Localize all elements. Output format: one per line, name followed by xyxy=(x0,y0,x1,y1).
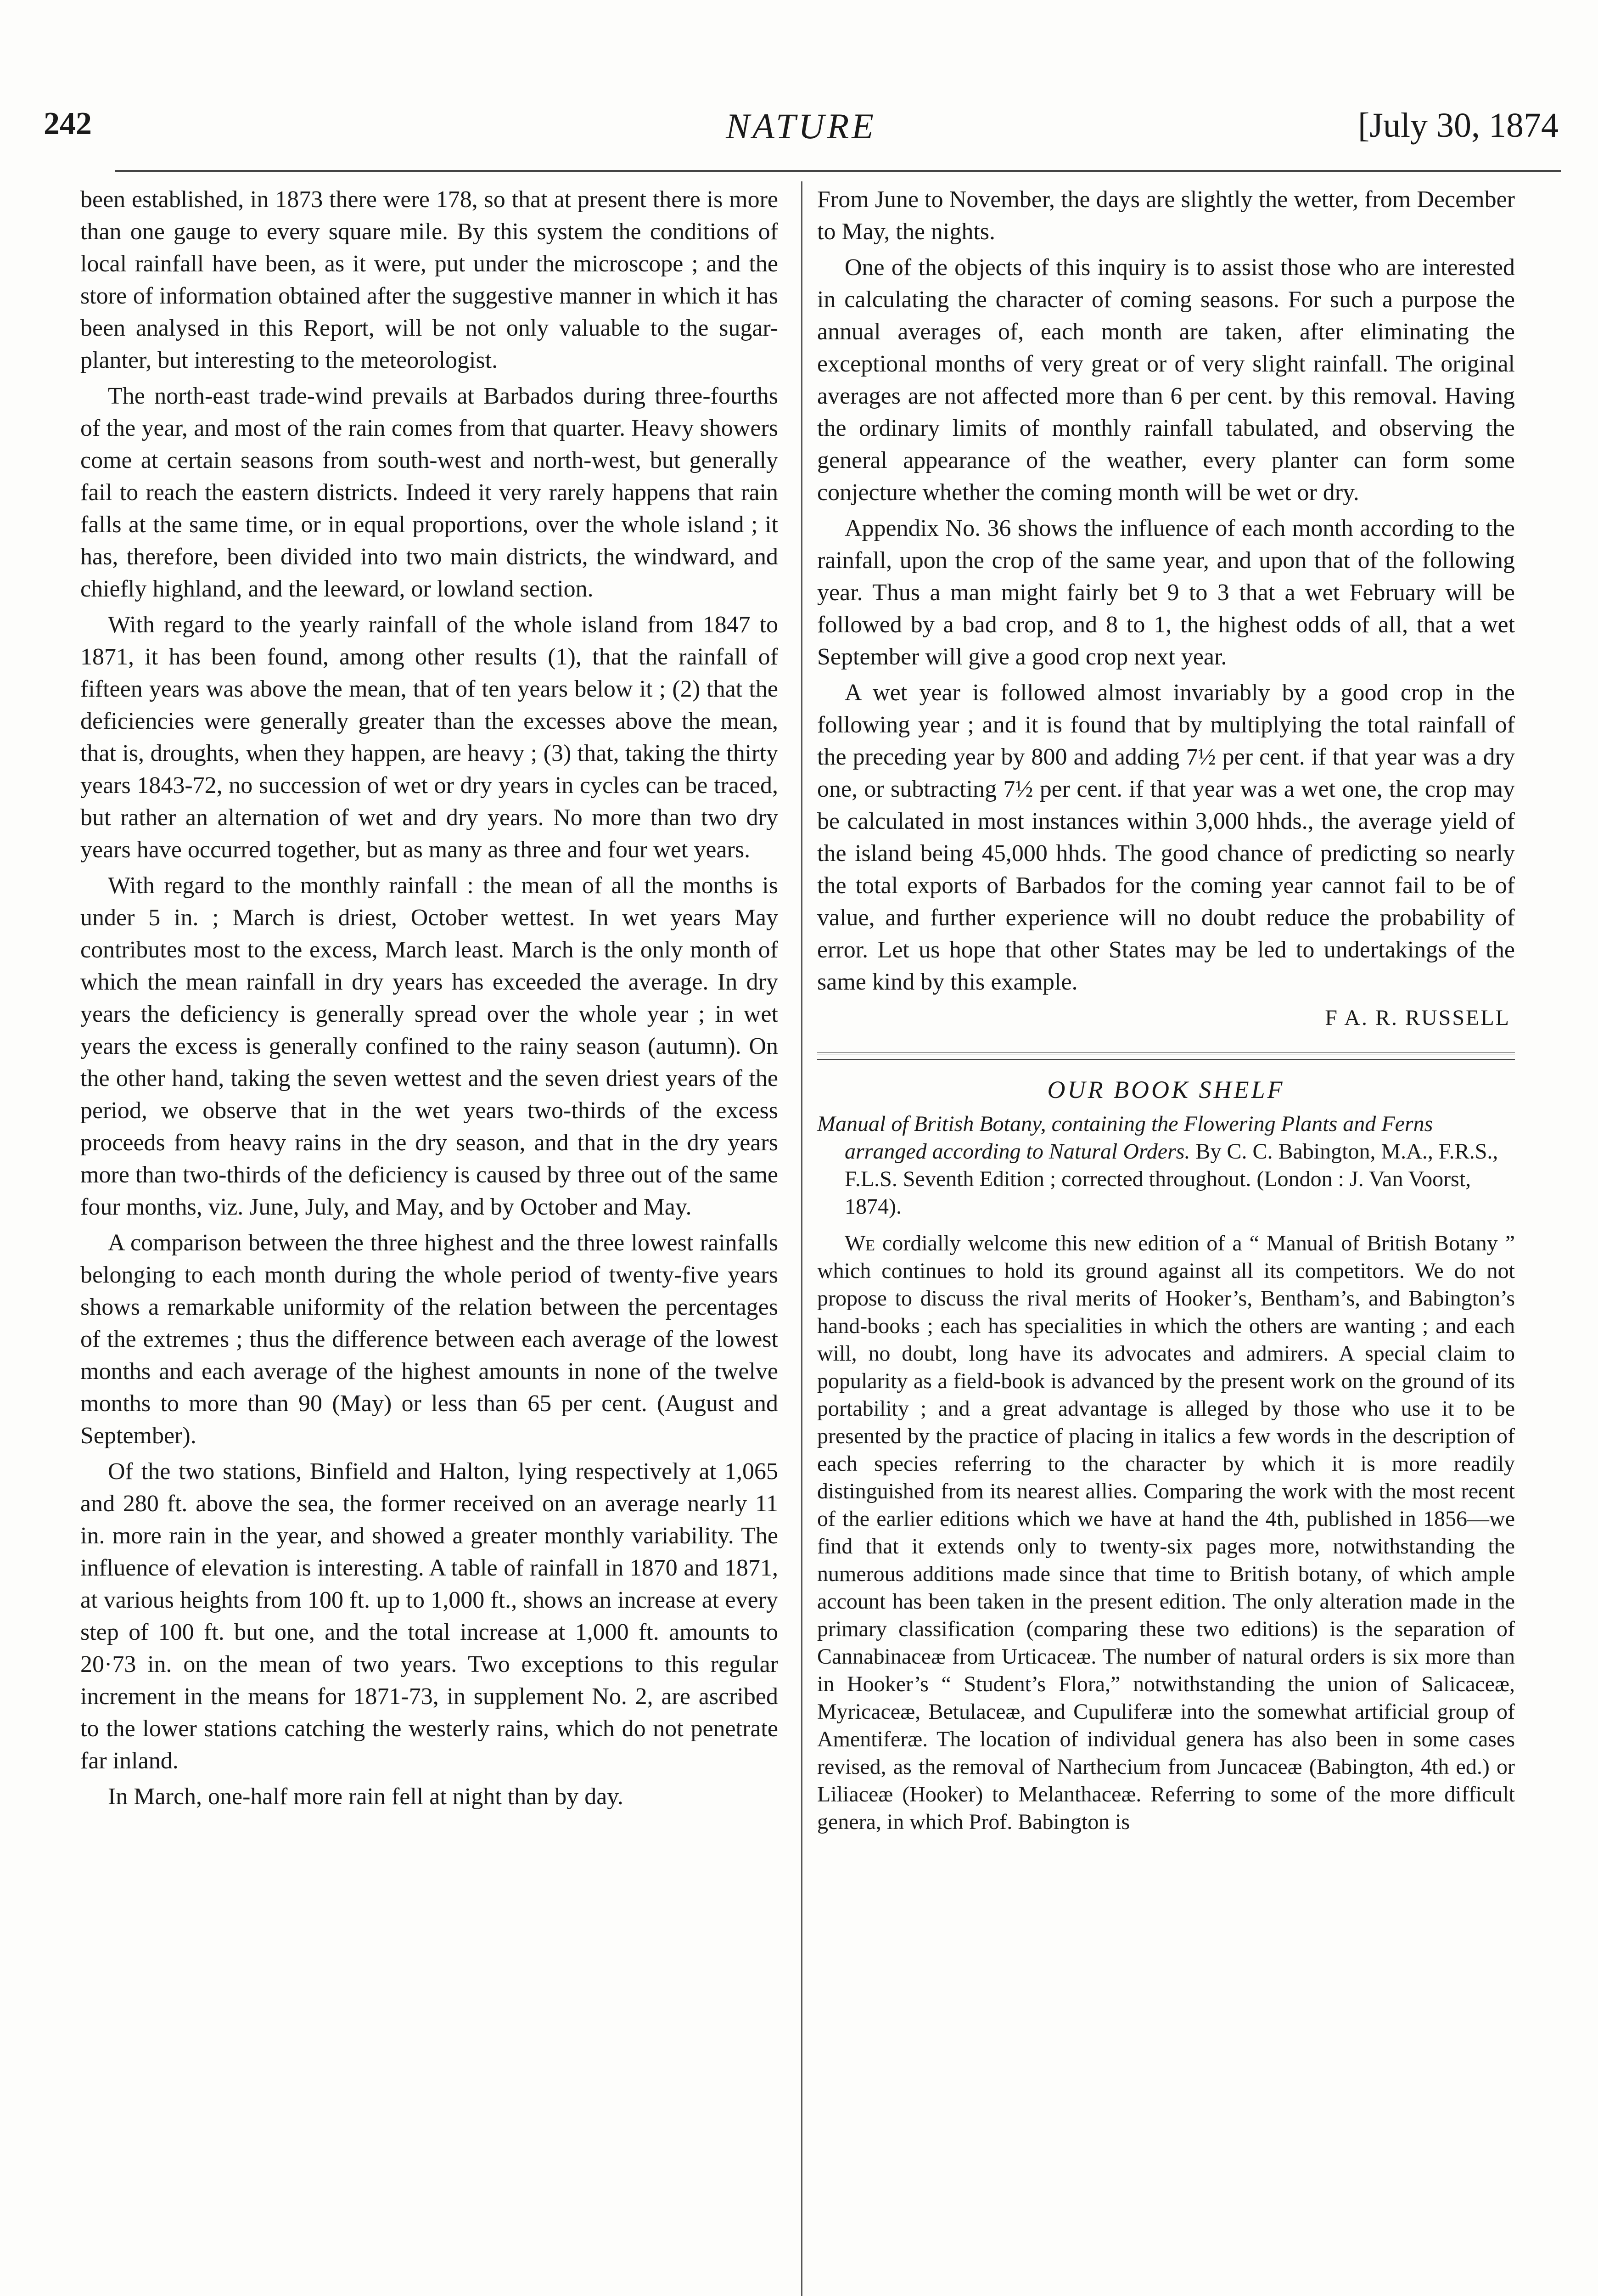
issue-date: [July 30, 1874 xyxy=(1358,106,1559,145)
page-number: 242 xyxy=(44,106,92,141)
author-signature: F A. R. RUSSELL xyxy=(1325,1006,1510,1030)
review-text xyxy=(817,1230,1515,1836)
paragraph: One of the objects of this inquiry is to assist those who are interested in calculating the character of coming seasons. For such a purpose the annual averages of, each month are taken, after eliminating the exceptional months of very great or of very slight rainfall. The original averages are not affected more than 6 per cent. by this removal. Having the ordinary limits of monthly rainfall tabulated, and observing the general appearance of the weather, every planter can form some conjecture whether the coming month will be wet or dry. xyxy=(817,254,1515,506)
book-details: By C. C. Babington, M.A., F.R.S., F.L.S. Seventh Edition ; corrected throughout. (London : J. Van Voorst, 1874). xyxy=(845,1139,1498,1219)
paragraph: been established, in 1873 there were 178, so that at present there is more than one gauge to every square mile. By this system the conditions of local rainfall have been, as it were, put under the microscope ; and the store of information obtained after the suggestive manner in which it has been analysed in this Report, will be not only valuable to the sugar-planter, but interesting to the meteorologist. xyxy=(80,186,778,373)
paragraph: A comparison between the three highest and the three lowest rainfalls belonging to each month during the whole period of twenty-five years shows a remarkable uniformity of the relation between the percentages of the extremes ; thus the difference between each average of the lowest months and each average of the highest amounts in none of the twelve months to more than 90 (May) or less than 65 per cent. (August and September). xyxy=(80,1230,778,1449)
paragraph: The north-east trade-wind prevails at Barbados during three-fourths of the year, and most of the rain comes from that quarter. Heavy showers come at certain seasons from south-west and north-west, but generally fail to reach the eastern districts. Indeed it very rarely happens that rain falls at the same time, or in equal proportions, over the whole island ; it has, therefore, been divided into two main districts, the windward, and chiefly highland, and the leeward, or lowland section. xyxy=(80,383,778,602)
section-rule xyxy=(817,1052,1515,1060)
column-divider xyxy=(801,181,802,2296)
journal-title: NATURE xyxy=(726,106,876,146)
page-header xyxy=(44,106,1559,161)
section-title: OUR BOOK SHELF xyxy=(1047,1076,1285,1103)
right-column xyxy=(817,184,1515,1840)
left-column xyxy=(80,184,778,1817)
paragraph: With regard to the yearly rainfall of the whole island from 1847 to 1871, it has been found, among other results (1), that the rainfall of fifteen years was above the mean, that of ten years below it ; (2) that the deficiencies were generally greater than the excesses above the mean, that is, droughts, when they happen, are heavy ; (3) that, taking the thirty years 1843-72, no succession of wet or dry years in cycles can be traced, but rather an alternation of wet and dry years. No more than two dry years have occurred together, but as many as three and four wet years. xyxy=(80,612,778,863)
review-lead: We xyxy=(845,1231,875,1255)
header-rule xyxy=(115,170,1561,172)
paragraph: In March, one-half more rain fell at night than by day. xyxy=(108,1784,623,1810)
paragraph: A wet year is followed almost invariably by a good crop in the following year ; and it is found that by multiplying the total rainfall of the preceding year by 800 and adding 7½ per cent. if that year was a dry one, or subtracting 7½ per cent. if that year was a wet one, the crop may be calculated in most instances within 3,000 hhds., the average yield of the island being 45,000 hhds. The good chance of predicting so nearly the total exports of Barbados for the coming year cannot fail to be of value, and further experience will no doubt reduce the probability of error. Let us hope that other States may be led to undertakings of the same kind by this example. xyxy=(817,680,1515,995)
book-title: Manual of British Botany, containing the Flowering Plants and Ferns arranged according to Natural Orders. xyxy=(817,1112,1433,1164)
review-body: cordially welcome this new edition of a “ Manual of British Botany ” which continues to hold its ground against all its competitors. We do not propose to discuss the rival merits of Hooker’s, Bentham’s, and Babington’s hand-books ; each has specialities in which the others are wanting ; and each will, no doubt, long have its advocates and admirers. A special claim to popularity as a field-book is advanced by the present work on the ground of its portability ; and a great advantage is alleged by those who use it to be presented by the practice of placing in italics a few words in the description of each species referring to the character by which it is more readily distinguished from its nearest allies. Comparing the work with the most recent of the earlier editions which we have at hand the 4th, published in 1856—we find that it extends only to twenty-six pages more, notwithstanding the numerous additions made since that time to British botany, of which ample account has been taken in the present edition. The only alteration made in the primary classification (comparing these two editions) is the separation of Cannabinaceæ from Urticaceæ. The number of natural orders is six more than in Hooker’s “ Student’s Flora,” notwithstanding the union of Salicaceæ, Myricaceæ, Betulaceæ, and Cupuliferæ into the somewhat artificial group of Amentiferæ. The location of individual genera has also been in some cases revised, as the removal of Narthecium from Juncaceæ (Babington, 4th ed.) or Liliaceæ (Hooker) to Melanthaceæ. Referring to some of the more difficult genera, in which Prof. Babington is xyxy=(817,1231,1515,1834)
paragraph: With regard to the monthly rainfall : the mean of all the months is under 5 in. ; March is driest, October wettest. In wet years May contributes most to the excess, March least. March is the only month of which the mean rainfall in dry years has exceeded the average. In dry years the deficiency is generally spread over the whole year ; in wet years the excess is generally confined to the rainy season (autumn). On the other hand, taking the seven wettest and the seven driest years of the period, we observe that in the wet years two-thirds of the excess proceeds from heavy rains in the dry season, and that in the dry years more than two-thirds of the deficiency is caused by three out of the same four months, viz. June, July, and May, and by October and May. xyxy=(80,872,778,1220)
book-reference xyxy=(817,1110,1515,1221)
paragraph: Of the two stations, Binfield and Halton, lying respectively at 1,065 and 280 ft. above the sea, the former received on an average nearly 11 in. more rain in the year, and showed a greater monthly variability. The influence of elevation is interesting. A table of rainfall in 1870 and 1871, at various heights from 100 ft. up to 1,000 ft., shows an increase at every step of 100 ft. but one, and the total increase at 1,000 ft. amounts to 20·73 in. on the mean of two years. Two exceptions to this regular increment in the means for 1871-73, in supplement No. 2, are ascribed to the lower stations catching the westerly rains, which do not penetrate far inland. xyxy=(80,1458,778,1774)
paragraph: Appendix No. 36 shows the influence of each month according to the rainfall, upon the crop of the same year, and upon that of the following year. Thus a man might fairly bet 9 to 3 that a wet February will be followed by a bad crop, and 8 to 1, the highest odds of all, that a wet September will give a good crop next year. xyxy=(817,515,1515,670)
paragraph: From June to November, the days are slightly the wetter, from December to May, the nights. xyxy=(817,186,1515,245)
